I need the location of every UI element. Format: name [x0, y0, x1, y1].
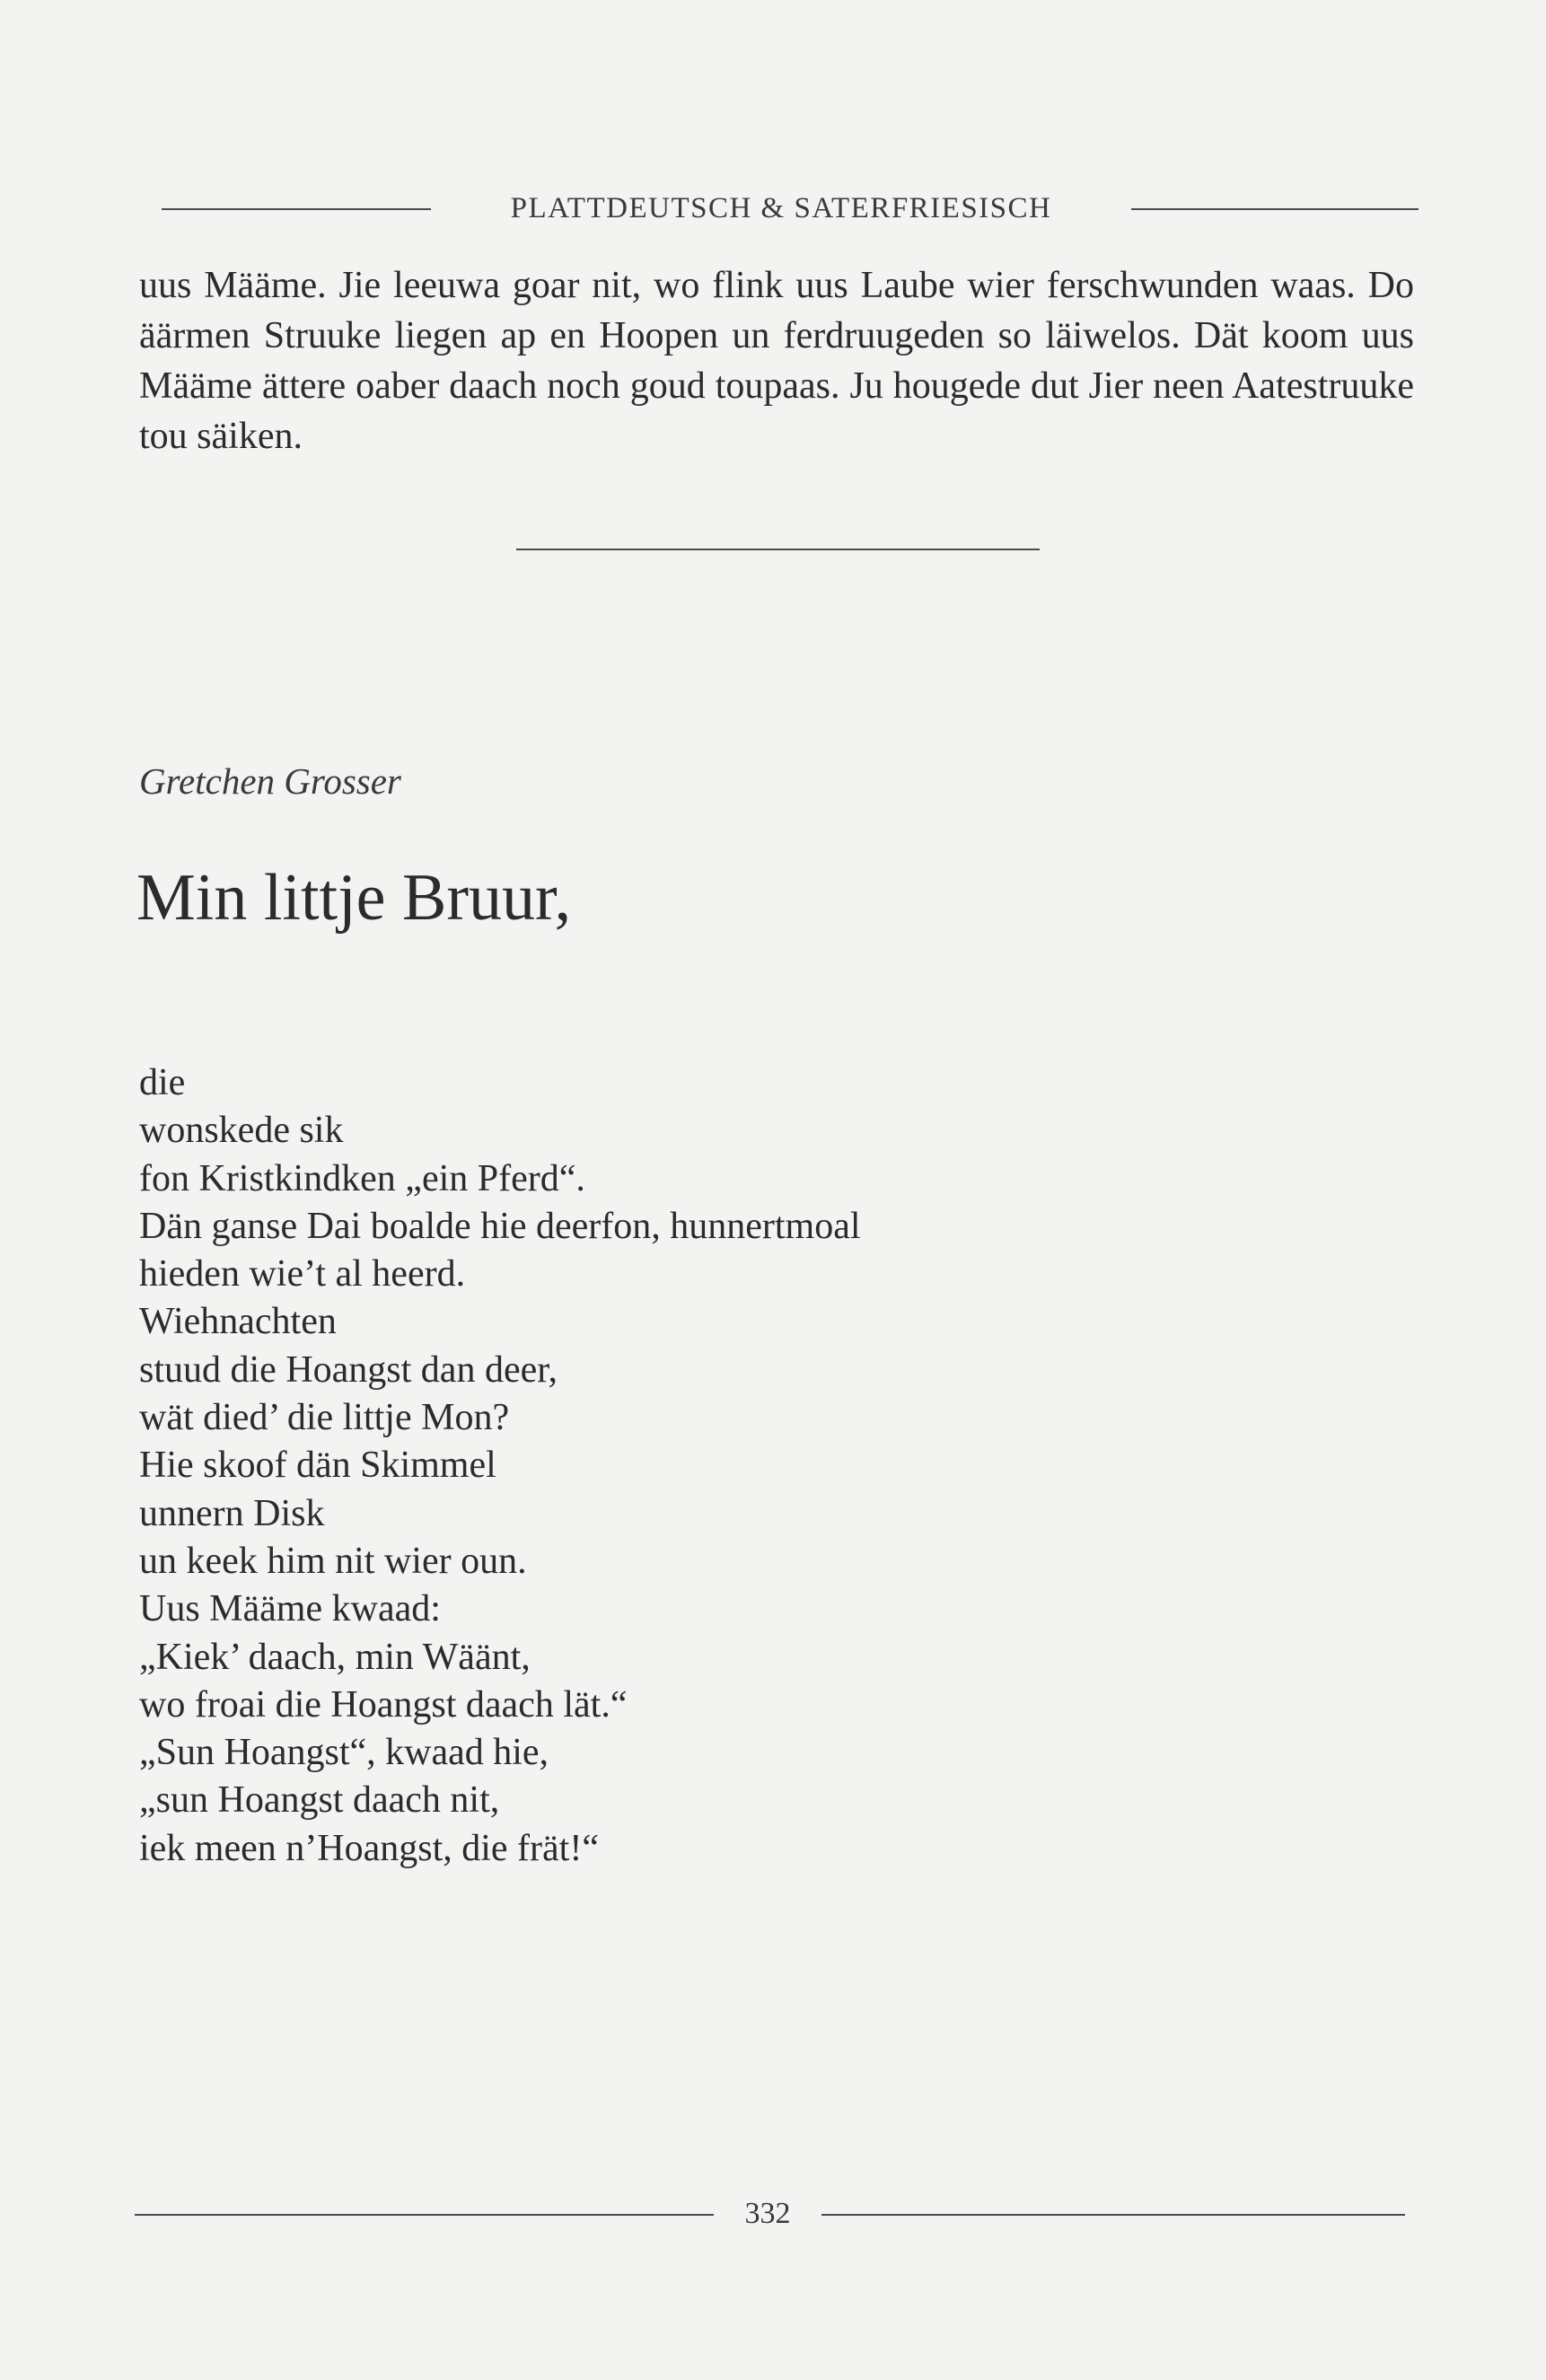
poem-line: Wiehnachten [139, 1301, 337, 1343]
poem-line: un keek him nit wier oun. [139, 1540, 527, 1582]
page-number: 332 [744, 2197, 791, 2230]
poem-body [139, 1059, 1306, 1873]
poem-line: unnern Disk [139, 1492, 325, 1534]
page-footer [135, 2192, 1405, 2237]
footer-rule-right [821, 2214, 1405, 2216]
poem-line: wonskede sik [139, 1110, 344, 1152]
poem-line: die [139, 1062, 186, 1103]
running-head-rule-right [1131, 208, 1419, 210]
running-head-rule-left [162, 208, 431, 210]
poem-line: hieden wie’t al heerd. [139, 1253, 466, 1295]
prose-continuation [139, 260, 1414, 461]
poem-title: Min littje Bruur, [136, 861, 572, 935]
poem-line: stuud die Hoangst dan deer, [139, 1348, 558, 1391]
section-divider [516, 549, 1040, 550]
prose-paragraph: uus Määme. Jie leeuwa goar nit, wo flink uus Laube wier ferschwunden waas. Do äärmen Struuke liegen ap en Hoopen un ferdruugeden so läiwelos. Dät koom uus Määme ättere oaber daach noch goud toupaas. Ju hougede dut Jier neen Aatestruuke tou säiken. [139, 265, 1414, 457]
poem-line: fon Kristkindken „ein Pferd“. [139, 1157, 585, 1199]
author-name: Gretchen Grosser [139, 760, 401, 802]
poem-line: „Sun Hoangst“, kwaad hie, [139, 1732, 549, 1774]
running-head [162, 189, 1419, 233]
poem-line: „sun Hoangst daach nit, [139, 1779, 500, 1822]
poem-line: Hie skoof dän Skimmel [139, 1445, 496, 1487]
poem-line: wo froai die Hoangst daach lät.“ [139, 1683, 628, 1726]
poem-line: iek meen n’Hoangst, die frät!“ [139, 1827, 599, 1869]
poem-line: Uus Määme kwaad: [139, 1588, 441, 1630]
running-head-text: PLATTDEUTSCH & SATERFRIESISCH [510, 192, 1052, 224]
poem-line: wät died’ die littje Mon? [139, 1397, 510, 1439]
poem-line: „Kiek’ daach, min Wäänt, [139, 1636, 531, 1678]
poem-line: Dän ganse Dai boalde hie deerfon, hunnertmoal [139, 1205, 861, 1247]
footer-rule-left [135, 2214, 714, 2216]
